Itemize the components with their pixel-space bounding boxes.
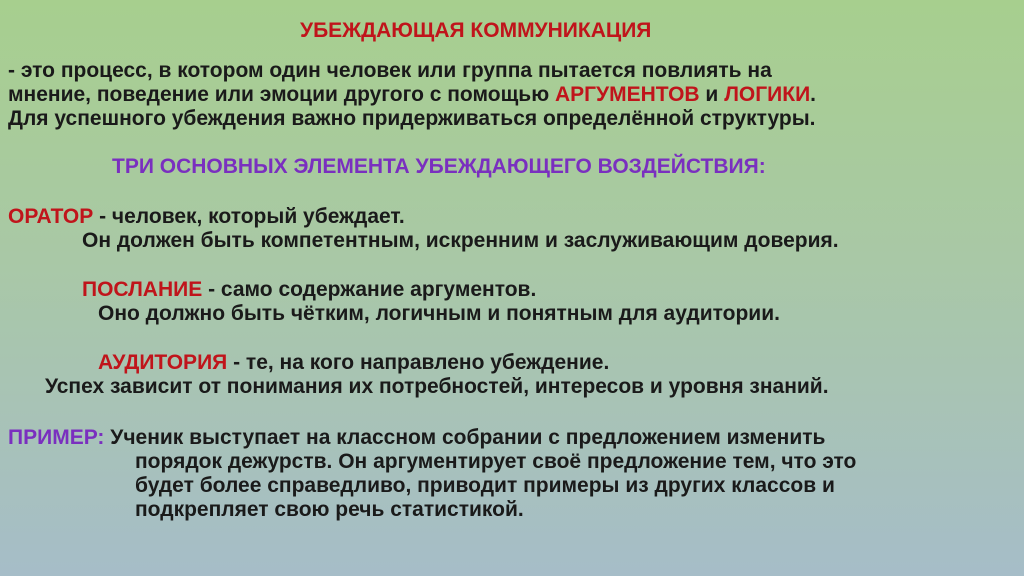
element-detail: Успех зависит от понимания их потребностей, интересов и уровня знаний. <box>45 375 829 398</box>
element-term: АУДИТОРИЯ <box>98 351 228 374</box>
intro-line-3: Для успешного убеждения важно придерживаться определённой структуры. <box>8 107 816 130</box>
example-line-1 <box>8 426 825 450</box>
term-arguments: АРГУМЕНТОВ <box>554 83 700 106</box>
element-term: ПОСЛАНИЕ <box>82 278 203 301</box>
element-detail: Оно должно быть чётким, логичным и понятным для аудитории. <box>98 302 780 325</box>
element-message <box>82 278 536 302</box>
example-line-2: порядок дежурств. Он аргументирует своё предложение тем, что это <box>135 450 857 473</box>
element-definition: - само содержание аргументов. <box>202 278 537 301</box>
element-orator <box>8 205 405 229</box>
element-term: ОРАТОР <box>8 205 94 228</box>
intro-line-2 <box>8 83 816 107</box>
intro-conjunction: и <box>699 83 725 106</box>
example-line-4: подкрепляет свою речь статистикой. <box>135 498 524 521</box>
example-text: Ученик выступает на классном собрании с предложением изменить <box>104 426 826 449</box>
intro-line-2-text: мнение, поведение или эмоции другого с помощью <box>8 83 555 106</box>
example-label: ПРИМЕР: <box>8 426 105 449</box>
section-subtitle: ТРИ ОСНОВНЫХ ЭЛЕМЕНТА УБЕЖДАЮЩЕГО ВОЗДЕЙСТВИЯ: <box>112 155 766 178</box>
element-audience <box>98 351 609 375</box>
intro-period: . <box>810 83 817 106</box>
page-title: УБЕЖДАЮЩАЯ КОММУНИКАЦИЯ <box>300 19 652 42</box>
intro-line-1: - это процесс, в котором один человек или группа пытается повлиять на <box>8 59 772 82</box>
term-logic: ЛОГИКИ <box>724 83 811 106</box>
element-definition: - те, на кого направлено убеждение. <box>227 351 610 374</box>
example-line-3: будет более справедливо, приводит примеры из других классов и <box>135 474 835 497</box>
element-detail: Он должен быть компетентным, искренним и заслуживающим доверия. <box>82 229 839 252</box>
element-definition: - человек, который убеждает. <box>93 205 405 228</box>
